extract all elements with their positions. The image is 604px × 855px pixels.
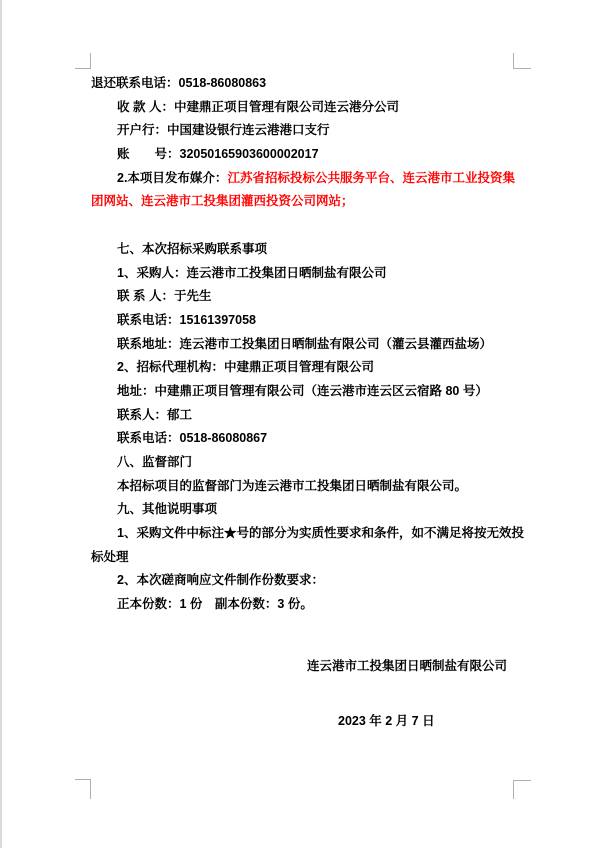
line-text: 开户行：中国建设银行连云港港口支行 — [117, 123, 330, 138]
line-agency-phone — [91, 427, 527, 451]
margin-crop-mark-top-right — [513, 53, 531, 69]
line-note-one-continued — [91, 546, 527, 570]
line-text: 联系电话：15161397058 — [117, 312, 256, 327]
line-text: 标处理 — [91, 549, 129, 564]
line-section-eight-heading — [91, 451, 527, 475]
line-section-nine-heading — [91, 498, 527, 522]
line-note-two — [91, 569, 527, 593]
line-text: 账 号：32050165903600002017 — [117, 147, 319, 162]
line-account-number — [91, 143, 527, 167]
line-text: 本招标项目的监督部门为连云港市工投集团日晒制盐有限公司。 — [117, 478, 468, 493]
margin-crop-mark-top-left — [75, 53, 91, 69]
line-payee — [91, 96, 527, 120]
margin-crop-mark-bottom-right — [513, 780, 531, 799]
line-purchaser — [91, 262, 527, 286]
line-contact-address — [91, 333, 527, 357]
line-text: 地址：中建鼎正项目管理有限公司（连云港市连云区云宿路 80 号） — [117, 383, 488, 398]
line-text: 联系电话：0518-86080867 — [117, 431, 268, 446]
line-publish-media-continued — [91, 190, 527, 214]
line-bank — [91, 119, 527, 143]
line-refund-phone — [91, 72, 527, 96]
line-text: 七、本次招标采购联系事项 — [117, 241, 268, 256]
page-left-edge — [0, 0, 2, 848]
line-copies-required — [91, 593, 527, 617]
line-text: 收 款 人：中建鼎正项目管理有限公司连云港分公司 — [117, 99, 399, 114]
line-publish-media — [91, 167, 527, 191]
line-text: 联系人：郁工 — [117, 407, 193, 422]
line-text: 联系地址：连云港市工投集团日晒制盐有限公司（灌云县灌西盐场） — [117, 336, 493, 351]
line-blank — [91, 214, 527, 238]
line-supervision-dept — [91, 475, 527, 499]
line-text: 退还联系电话：0518-86080863 — [91, 76, 267, 90]
line-text: 八、监督部门 — [117, 455, 193, 469]
line-agency-contact — [91, 404, 527, 428]
line-text: 2、本次磋商响应文件制作份数要求： — [117, 573, 324, 588]
margin-crop-mark-bottom-left — [75, 779, 91, 799]
line-text-highlight: 团网站、连云港市工投集团灌西投资公司网站； — [91, 194, 354, 209]
line-text: 九、其他说明事项 — [117, 502, 218, 517]
line-agency-address — [91, 380, 527, 404]
line-text: 1、采购人：连云港市工投集团日晒制盐有限公司 — [117, 265, 387, 280]
signature-company: 连云港市工投集团日晒制盐有限公司 — [306, 659, 507, 673]
line-contact-phone — [91, 309, 527, 333]
line-text: 正本份数：1 份 副本份数：3 份。 — [117, 597, 313, 612]
line-note-one — [91, 522, 527, 546]
line-text: 联 系 人：于先生 — [117, 289, 212, 304]
line-agency — [91, 356, 527, 380]
signature-date: 2023 年 2 月 7 日 — [338, 714, 435, 728]
line-contact-person — [91, 285, 527, 309]
line-text-highlight: 江苏省招标投标公共服务平台、连云港市工业投资集 — [227, 170, 515, 185]
line-text: 2、招标代理机构：中建鼎正项目管理有限公司 — [117, 360, 374, 375]
document-body — [91, 72, 527, 617]
line-text: 1、采购文件中标注★号的部分为实质性要求和条件，如不满足将按无效投 — [117, 526, 524, 541]
line-text: 2.本项目发布媒介： — [117, 170, 228, 185]
line-section-seven-heading — [91, 238, 527, 262]
